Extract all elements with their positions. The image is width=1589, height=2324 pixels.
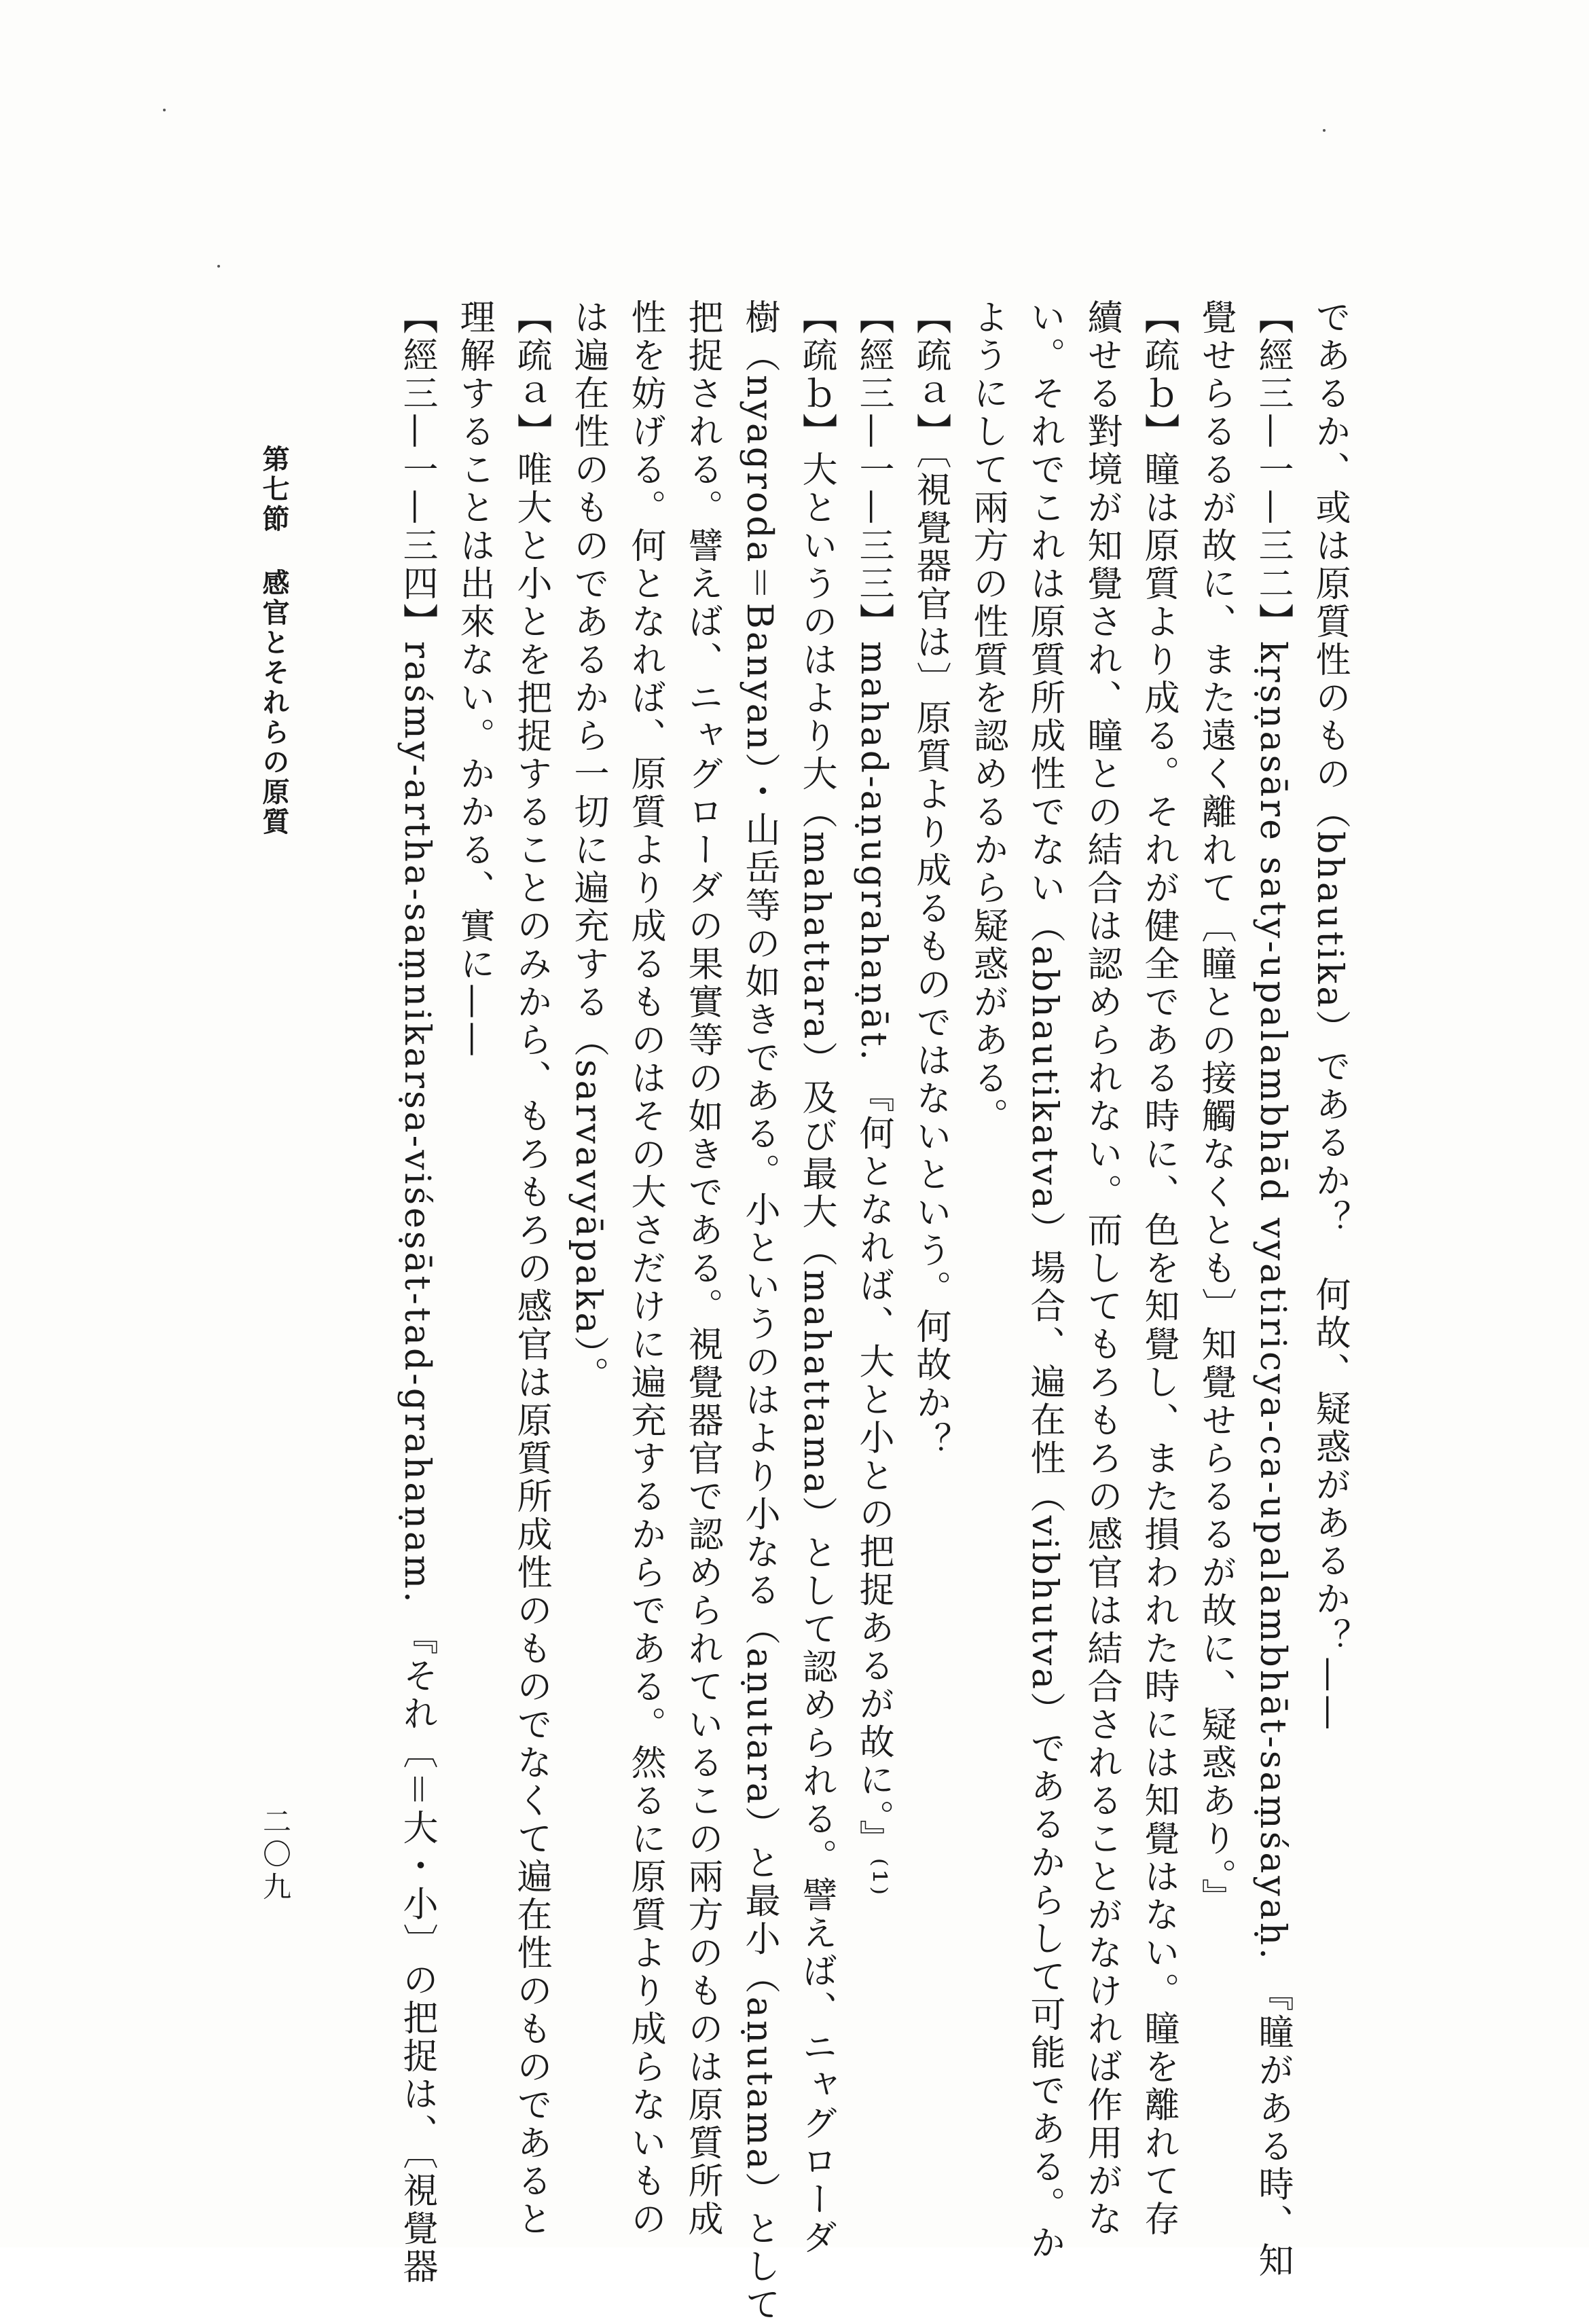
scan-speck	[217, 265, 220, 268]
scan-speck	[1323, 129, 1326, 132]
main-text-block	[388, 299, 1358, 2324]
text-line: 【疏ａ】唯大と小とを把捉することのみから、もろもろの感官は原質所成性のものでなくて遍在性のものであると	[511, 299, 551, 2238]
text-line: 理解することは出來ない。かかる、實に——	[454, 299, 494, 1059]
section-title: 感官とそれらの原質	[258, 568, 290, 837]
text-line: であるか、或は原質性のもの（bhautika）であるか？ 何故、疑惑があるか？——	[1309, 299, 1350, 1733]
text-line: 【經三—一—三二】kṛṣṇasāre saty-upalambhād vyatiricya-ca-upalambhāt-saṃśayaḥ. 『瞳がある時、知	[1252, 299, 1293, 2281]
scan-speck	[163, 109, 166, 111]
text-line: 【疏ａ】〔視覺器官は〕原質より成るものではないという。何故か？	[910, 299, 951, 1460]
page-number: 二〇九	[259, 1806, 292, 1904]
text-line: 樹（nyagroda＝Banyan）・山岳等の如きである。小というのはより小なる（aṇutara）と最小（aṇutama）として	[739, 299, 780, 2324]
text-line: 【經三—一—三三】mahad-aṇugrahaṇāt. 『何となれば、大と小との把捉あるが故に。』⁽¹⁾	[853, 299, 894, 1898]
text-line: 【疏ｂ】瞳は原質より成る。それが健全である時に、色を知覺し、また損われた時には知覺はない。瞳を離れて存	[1138, 299, 1179, 2238]
text-line: 【疏ｂ】大というのはより大（mahattara）及び最大（mahattama）として認められる。譬えば、ニャグローダ	[796, 299, 837, 2257]
text-line: 性を妨げる。何となれば、原質より成るものはその大さだけに遍充するからである。然るに原質より成らないもの	[625, 299, 665, 2238]
text-line: は遍在性のものであるから一切に遍充する（sarvavyāpaka）。	[568, 299, 608, 1395]
text-line: 把捉される。譬えば、ニャグローダの果實等の如きである。視覺器官で認められているこの兩方のものは原質所成	[682, 299, 723, 2238]
section-number: 第七節	[258, 445, 290, 534]
text-line: ようにして兩方の性質を認めるから疑惑がある。	[967, 299, 1008, 1136]
running-footer	[255, 445, 293, 837]
text-line: い。それでこれは原質所成性でない（abhautikatva）場合、遍在性（vibhutva）であるからして可能である。か	[1024, 299, 1065, 2263]
text-line: 【經三—一—三四】raśmy-artha-saṃnikarṣa-viśeṣāt-tad-grahaṇam. 『それ〔＝大・小〕の把捉は、〔視覺器	[397, 299, 437, 2287]
text-line: 覺せらるるが故に、また遠く離れて〔瞳との接觸なくとも〕知覺せらるるが故に、疑惑あり。』	[1195, 299, 1236, 1917]
text-line: 續せる對境が知覺され、瞳との結合は認められない。而してもろもろの感官は結合されることがなければ作用がな	[1081, 299, 1122, 2238]
